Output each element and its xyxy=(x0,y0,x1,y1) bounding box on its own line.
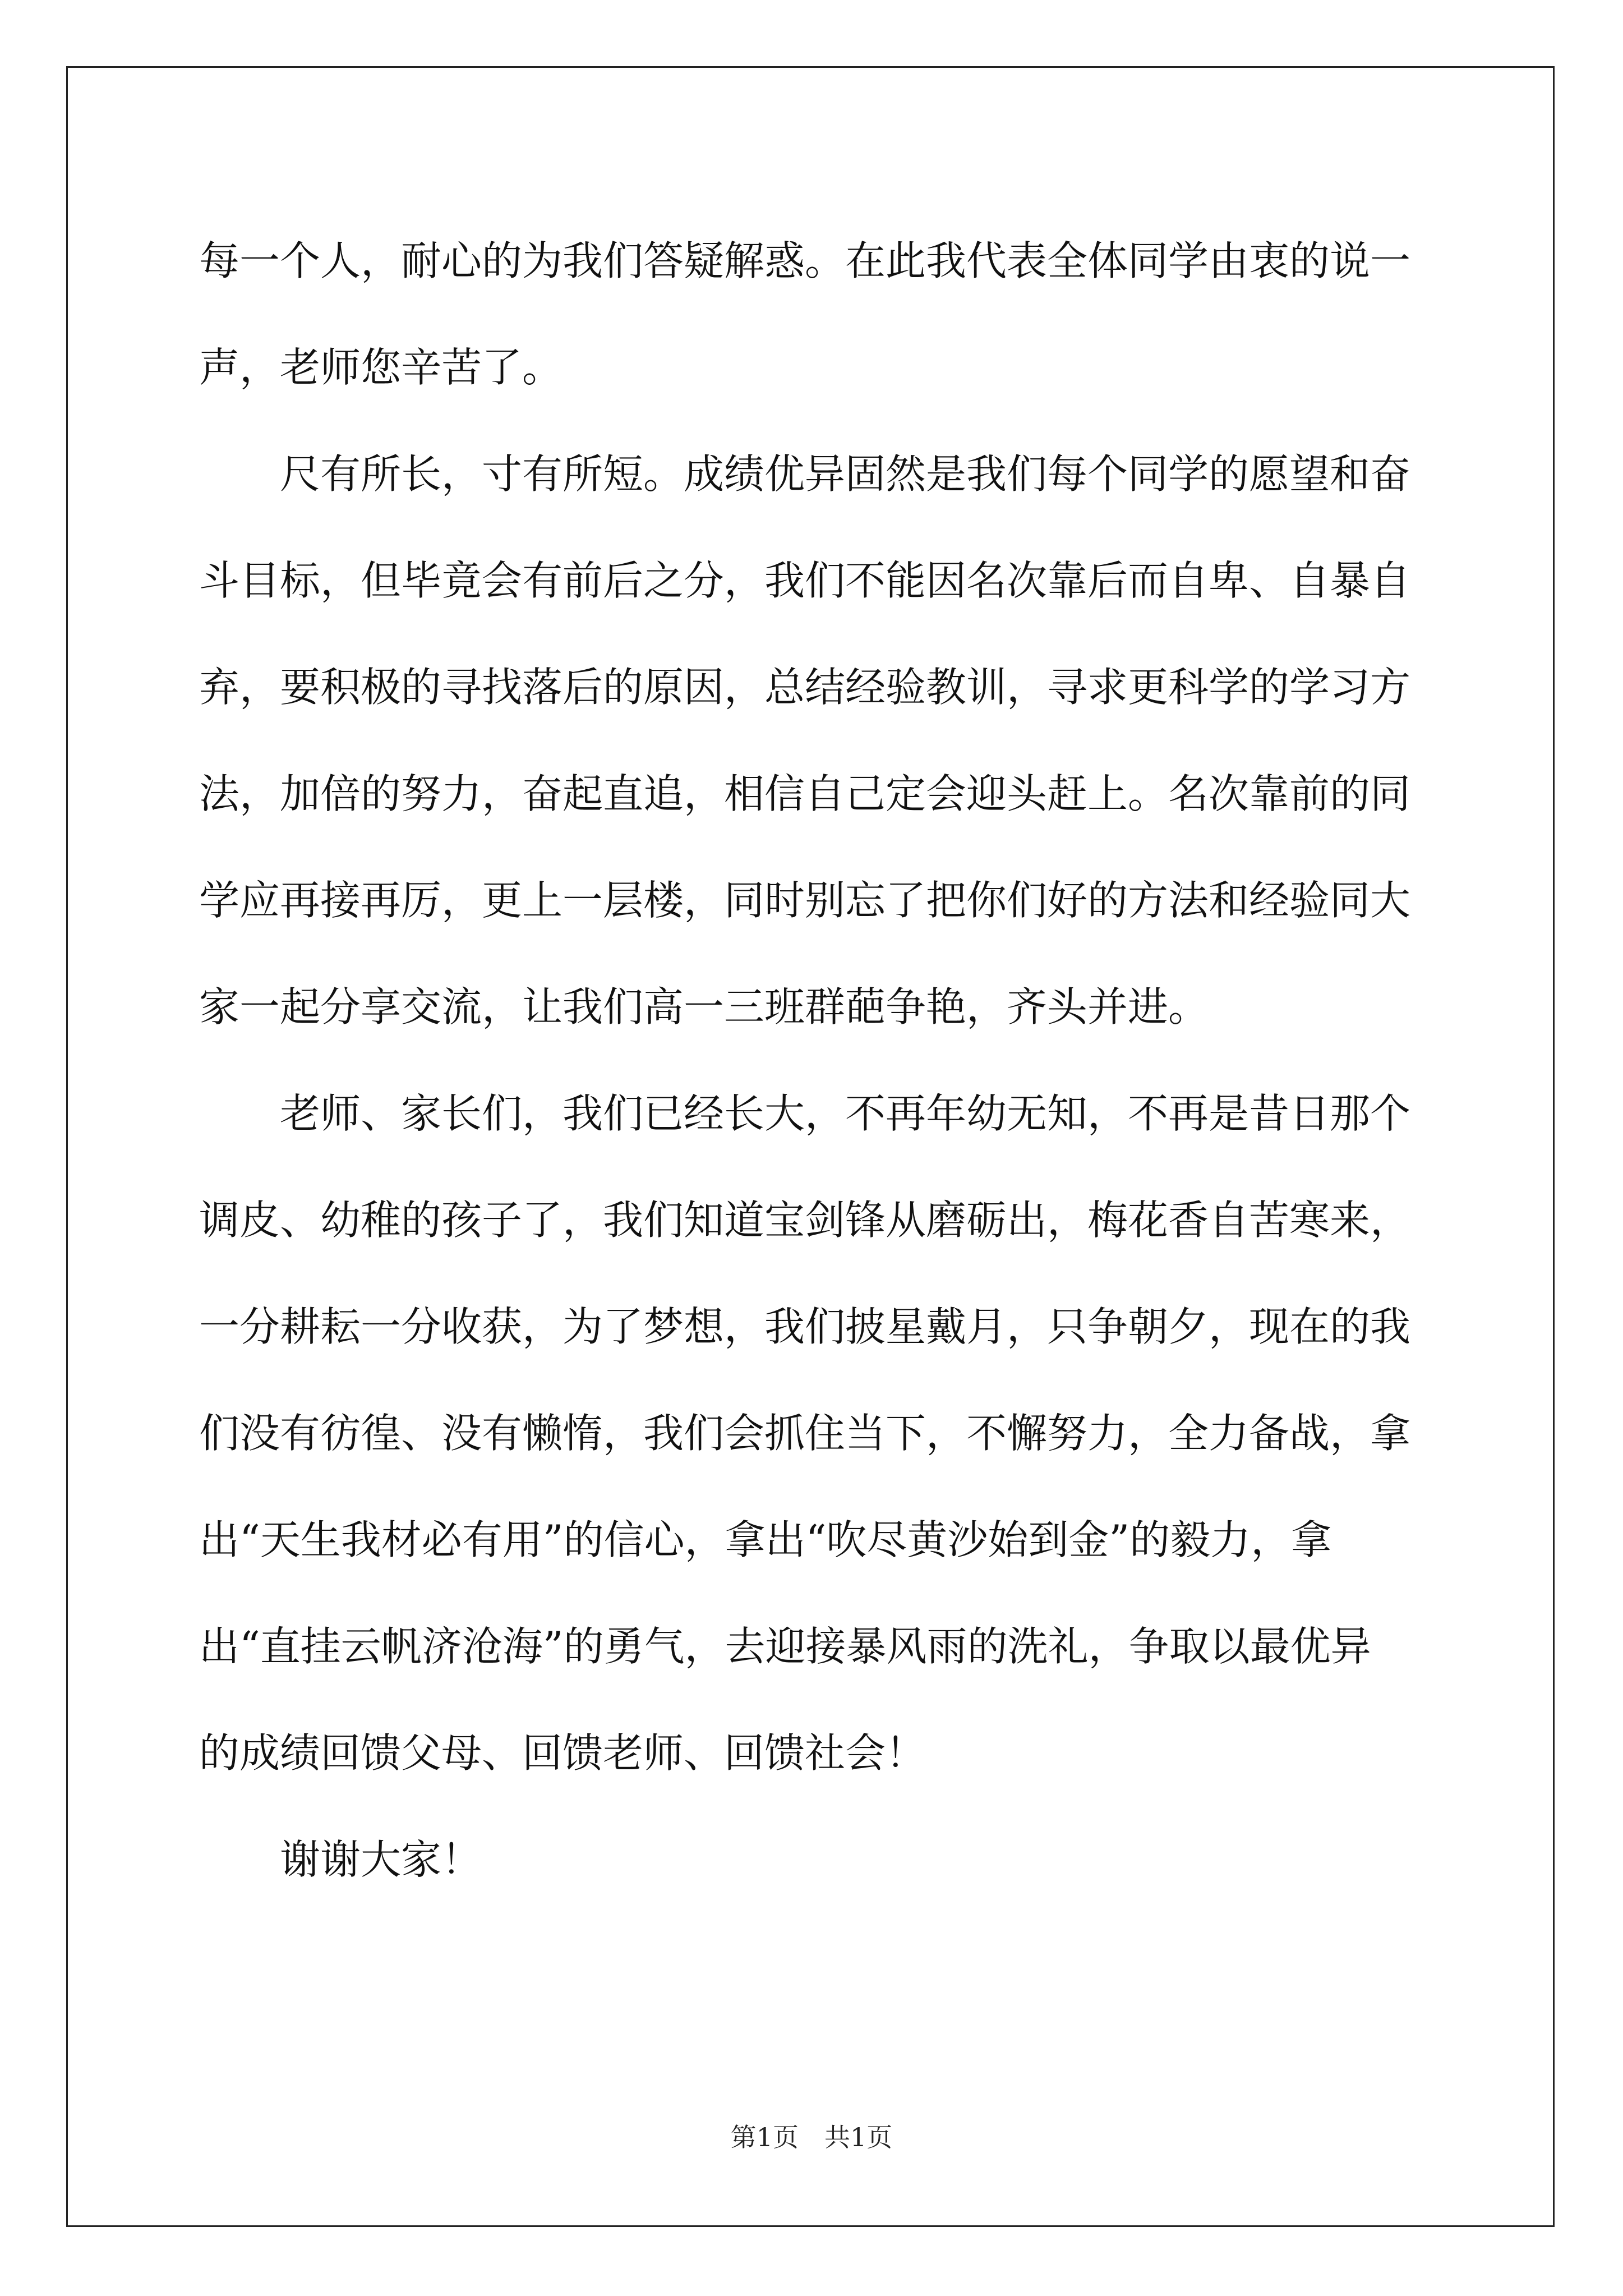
page-number: 第1页 共1页 xyxy=(730,2122,893,2152)
document-body xyxy=(199,208,1427,1913)
text-line: 每一个人，耐心的为我们答疑解惑。在此我代表全体同学由衷的说一 xyxy=(199,237,1411,284)
text-line: 老师、家长们，我们已经长大，不再年幼无知，不再是昔日那个 xyxy=(199,1090,1411,1137)
text-line: 斗目标，但毕竟会有前后之分，我们不能因名次靠后而自卑、自暴自 xyxy=(199,557,1411,604)
text-line: 声，老师您辛苦了。 xyxy=(199,344,563,391)
text-line: 的成绩回馈父母、回馈老师、回馈社会！ xyxy=(199,1729,926,1777)
text-line: 学应再接再厉，更上一层楼，同时别忘了把你们好的方法和经验同大 xyxy=(199,877,1411,924)
text-line: 们没有彷徨、没有懒惰，我们会抓住当下，不懈努力，全力备战，拿 xyxy=(199,1410,1411,1457)
text-line: 弃，要积极的寻找落后的原因，总结经验教训，寻求更科学的学习方 xyxy=(199,664,1411,711)
text-line: 一分耕耘一分收获，为了梦想，我们披星戴月，只争朝夕，现在的我 xyxy=(199,1303,1411,1350)
text-line: 尺有所长，寸有所短。成绩优异固然是我们每个同学的愿望和奋 xyxy=(199,450,1411,498)
text-line: 谢谢大家！ xyxy=(199,1836,482,1883)
text-line: 调皮、幼稚的孩子了，我们知道宝剑锋从磨砺出，梅花香自苦寒来， xyxy=(199,1197,1411,1244)
text-line: 家一起分享交流，让我们高一三班群葩争艳，齐头并进。 xyxy=(199,983,1209,1030)
text-line: 出“直挂云帆济沧海”的勇气，去迎接暴风雨的洗礼，争取以最优异 xyxy=(199,1623,1371,1670)
text-line: 法，加倍的努力，奋起直追，相信自己定会迎头赶上。名次靠前的同 xyxy=(199,770,1411,817)
text-line: 出“天生我材必有用”的信心，拿出“吹尽黄沙始到金”的毅力，拿 xyxy=(199,1516,1332,1563)
